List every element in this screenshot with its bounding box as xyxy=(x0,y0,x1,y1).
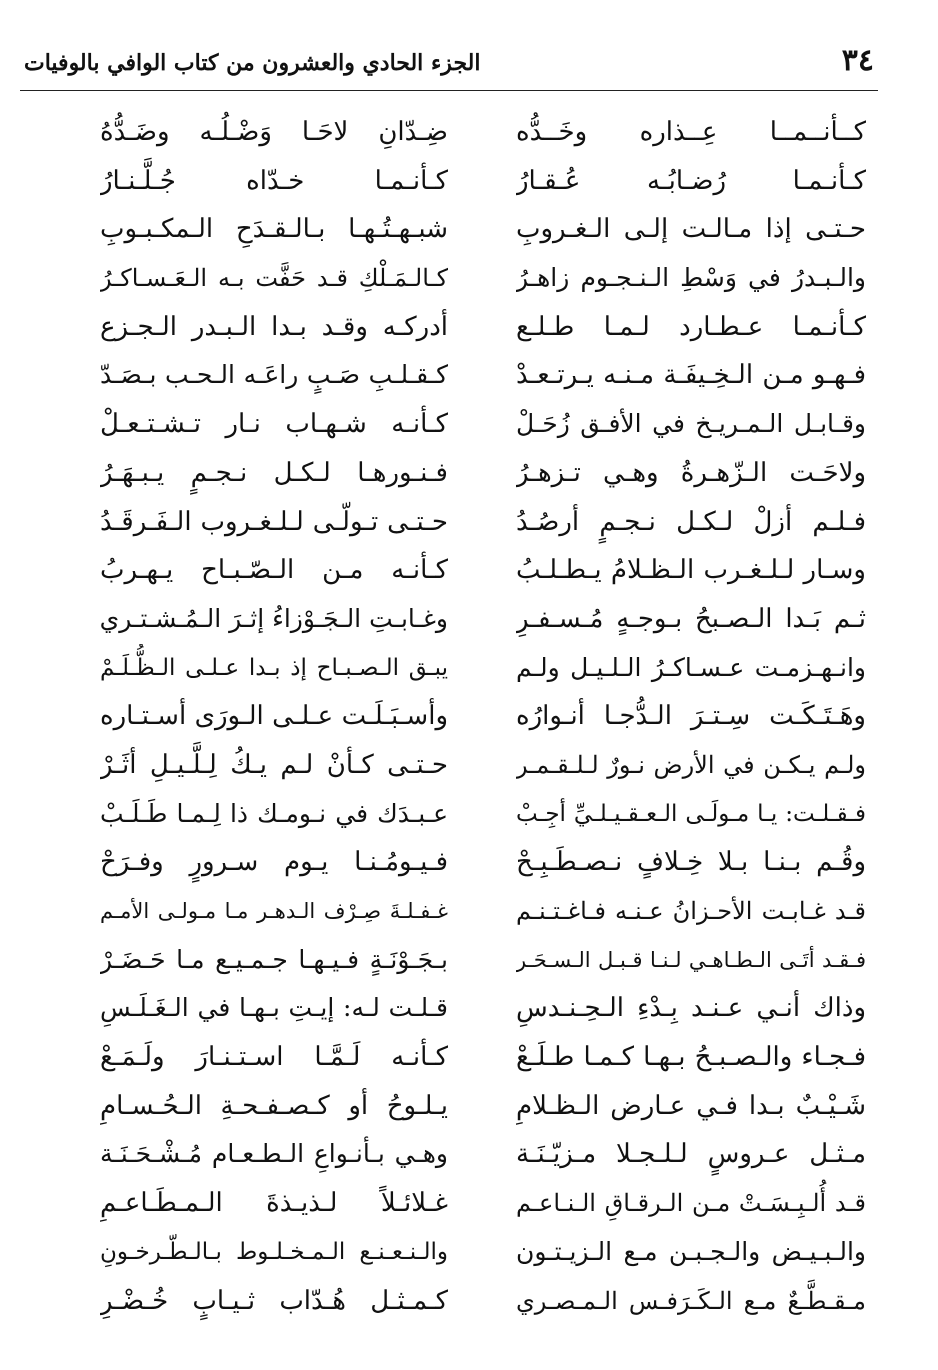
verse-line xyxy=(20,1130,878,1179)
verse-first-hemistich: ولاحَـت الـزّهـرةُ وهـي تـزهـرُ xyxy=(516,457,866,488)
verse-second-hemistich: يبـق الـصـبـاح إذ بـدا عـلـى الـظُّـلَـمْ xyxy=(100,654,448,681)
verse-line xyxy=(20,1033,878,1082)
verse-first-hemistich: وانـهـزمـت عـسـاكـرُ الـلـيـل ولـم xyxy=(516,652,866,682)
verse-line xyxy=(20,692,878,741)
verse-first-hemistich: كــأنــمــا عِــذاره وخَــدُّه xyxy=(516,117,866,147)
verse-line xyxy=(20,205,878,254)
verse-line xyxy=(20,498,878,547)
verse-first-hemistich: مـقـطَّـعٌ مـع الـكَـرَفـس الـمـصـري xyxy=(516,1286,866,1315)
verse-second-hemistich: قـلـت لـه: إيـتِ بـهـا في الـغَـلَـسِ xyxy=(100,993,448,1023)
verse-line xyxy=(20,254,878,303)
verse-second-hemistich: كـالـمَـلْكِ قـد حَفَّت بـه الـعَـسـاكـرُ xyxy=(100,264,448,293)
verse-first-hemistich: وقـابـل الـمـريـخ في الأفـق زُحَـلْ xyxy=(516,409,866,439)
verse-second-hemistich: حـتـى كـأنْ لـم يـكُ لِـلَّـيـلِ أثَـرْ xyxy=(100,749,448,780)
verse-line xyxy=(20,1277,878,1326)
verse-first-hemistich: فـقـد أتَـى الـطـاهـي لـنـا قـبـل الـسـحَـر xyxy=(516,947,866,972)
verse-second-hemistich: وأسـبَـلَـت عـلـى الـورَى أسـتـاره xyxy=(100,701,448,732)
verse-first-hemistich: قـد أُلـبِـسَـتْ مـن الـرقـاقِ الـنـاعـم xyxy=(516,1189,866,1218)
verse-second-hemistich: وهـي بـأنـواعِ الـطـعـام مُـشْـحَـنَـة xyxy=(100,1139,448,1169)
verse-first-hemistich: فـلـم أزلْ لـكـل نـجـمٍ أرصُـدُ xyxy=(516,506,866,537)
verse-first-hemistich: حـتـى إذا مـالـت إلـى الـغـروبِ xyxy=(516,214,866,245)
verse-second-hemistich: غـلائـلاً لـذيـذةَ الـمـطَـاعـمِ xyxy=(100,1188,448,1219)
verse-line xyxy=(20,400,878,449)
verse-second-hemistich: أدركـه وقـد بـدا الـبـدر الـجـزع xyxy=(100,311,448,342)
verse-second-hemistich: ضِـدّانِ لاحَـا وَضْـلُـه وضَـدُّهُ xyxy=(100,117,448,147)
verse-first-hemistich: والـبـيـض والـجـبـن مـع الـزيـتـون xyxy=(516,1236,866,1266)
verse-line xyxy=(20,741,878,790)
verse-first-hemistich: شَـيْـبٌ بـدا فـي عـارض الـظـلامِ xyxy=(516,1090,866,1121)
page-number: ٣٤ xyxy=(841,43,874,78)
verse-first-hemistich: مـثـل عـروسٍ لـلـجـلا مـزيّـنَـة xyxy=(516,1139,866,1170)
verse-line xyxy=(20,449,878,498)
verse-first-hemistich: وذاك أنـي عـنـد بِـدْءِ الـحِـنـدسِ xyxy=(516,993,866,1024)
verse-second-hemistich: يـلـوحُ أو كـصـفـحـةِ الـحُـسـامِ xyxy=(100,1090,448,1121)
verse-line xyxy=(20,108,878,157)
verse-line xyxy=(20,303,878,352)
verse-first-hemistich: فـجـاء والـصـبـحُ بـهـا كـمـا طـلَـعْ xyxy=(516,1042,866,1073)
verse-second-hemistich: شبـهـتُـهـا بـالـقـدَحِ الـمكـبـوبِ xyxy=(100,214,448,245)
verse-first-hemistich: فـهـو مـن الـخِـيفَـة مـنـه يـرتـعـدْ xyxy=(516,360,866,391)
verse-second-hemistich: كـأنـه مـن الـصّـبـاح يـهـربُ xyxy=(100,555,448,586)
verse-second-hemistich: غـفـلـةَ صِـرْف الـدهـر مـا مـولـى الأمـم xyxy=(100,899,448,923)
verse-second-hemistich: فـنـورهـا لـكـل نـجـمٍ يـبـهَـرُ xyxy=(100,457,448,488)
verse-line xyxy=(20,936,878,985)
verse-second-hemistich: بـجَـوْنَـةٍ فـيـهـا جـمـيـع مـا حَـضَـرْ xyxy=(100,944,448,974)
verse-second-hemistich: كـأنـه شـهـاب نـار تـشـتـعـلْ xyxy=(100,409,448,440)
running-title: الجزء الحادي والعشرون من كتاب الوافي بالوفيات xyxy=(24,50,481,76)
verse-second-hemistich: عـبـدَك في نـومـك ذا لِـمـا طَـلَـبْ xyxy=(100,798,448,828)
verse-line xyxy=(20,546,878,595)
verse-second-hemistich: وغـابـتِ الـجَـوْزاءُ إثـرَ الـمُـشـتـري xyxy=(100,603,448,633)
verse-first-hemistich: وهَـتَـكَـت سِـتـرَ الـدُّجـا أنـوارُه xyxy=(516,701,866,732)
verse-first-hemistich: ثـم بَـدا الـصـبحُ بـوجـهٍ مُـسـفـرِ xyxy=(516,603,866,634)
verse-first-hemistich: قـد غـابـت الأحـزانُ عـنـه فـاغـتـنـم xyxy=(516,897,866,925)
verse-second-hemistich: والـنـعـنـع الـمـخـلـوط بـالـطّـرخـونِ xyxy=(100,1238,448,1265)
verse-first-hemistich: وسـار لـلـغـرب الـظـلامُ يـطـلـبُ xyxy=(516,555,866,586)
verse-second-hemistich: حـتـى تـولّـى لـلـغـروب الـفَـرقَـدُ xyxy=(100,506,448,537)
verse-first-hemistich: وقُـم بـنـا بـلا خِـلافٍ نـصـطَـبِـحْ xyxy=(516,847,866,878)
verse-second-hemistich: فـيـومُـنـا يـوم سـرورٍ وفـرَحْ xyxy=(100,847,448,878)
verse-line xyxy=(20,984,878,1033)
running-header xyxy=(20,40,878,91)
verse-first-hemistich: كـأنـمـا عـطـارد لـمـا طـلـع xyxy=(516,311,866,342)
verse-second-hemistich: كـمـثـل هُـدّاب ثـيـابٍ خُـضْـرِ xyxy=(100,1285,448,1316)
verse-first-hemistich: ولـم يـكـن في الأرض نـورٌ لـلـقـمـر xyxy=(516,750,866,779)
verse-line xyxy=(20,790,878,839)
verse-second-hemistich: كـقـلـبِ صَـبٍ راعَـه الـحـب بـصَـدّ xyxy=(100,360,448,390)
verse-line xyxy=(20,1179,878,1228)
verse-line xyxy=(20,644,878,693)
verse-line xyxy=(20,595,878,644)
verse-line xyxy=(20,887,878,936)
verse-second-hemistich: كـأنـه لَـمَّـا اسـتـنـارَ ولَـمَـعْ xyxy=(100,1042,448,1073)
verse-line xyxy=(20,838,878,887)
verse-first-hemistich: فـقـلـت: يـا مـولَـى الـعـقـيـلـيِّ أجِـبْ xyxy=(516,800,866,827)
verse-second-hemistich: كـأنـمـا خـدّاه جُـلَّـنـارُ xyxy=(100,165,448,196)
verse-first-hemistich: والـبـدرُ في وَسْطِ الـنـجـوم زاهـرُ xyxy=(516,263,866,293)
verse-line xyxy=(20,1228,878,1277)
verse-line xyxy=(20,157,878,206)
poem xyxy=(20,108,878,1325)
verse-line xyxy=(20,351,878,400)
verse-first-hemistich: كـأنـمـا رُضـابُـه عُـقـارُ xyxy=(516,165,866,196)
verse-line xyxy=(20,1082,878,1131)
